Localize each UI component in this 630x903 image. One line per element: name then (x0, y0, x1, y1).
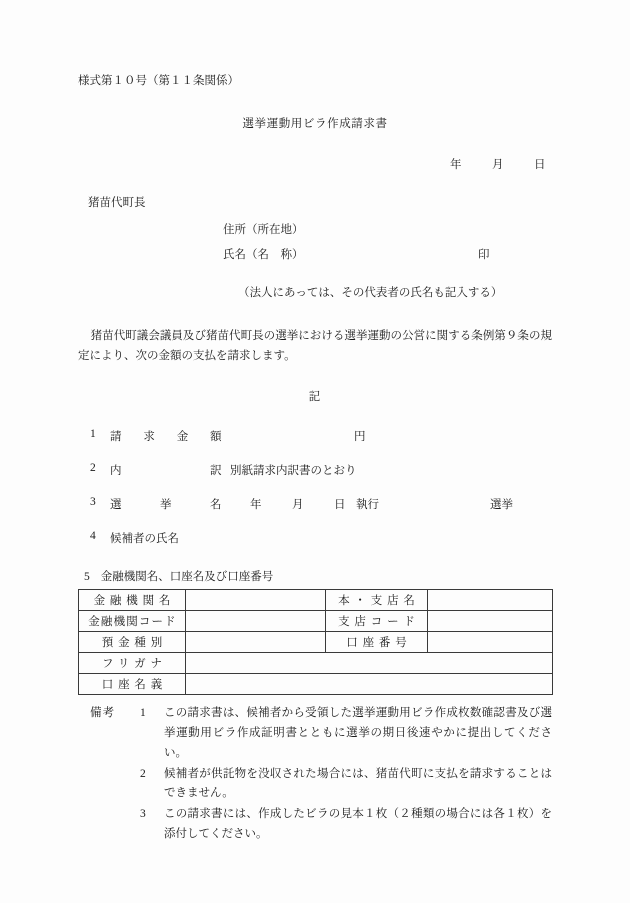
account-holder-label: 口座名義 (79, 674, 186, 695)
item-candidate-number: 4 (90, 530, 96, 543)
account-number-value[interactable] (428, 632, 553, 653)
deposit-type-label: 預金種別 (79, 632, 186, 653)
branch-code-label: 支店コード (326, 611, 428, 632)
branch-name-label: 本・支店名 (326, 590, 428, 611)
body-paragraph-text: 猪苗代町議会議員及び猪苗代町長の選挙における選挙運動の公営に関する条例第９条の規定により、次の金額の支払を請求します。 (78, 330, 552, 363)
name-field-row (78, 246, 552, 262)
note-item (78, 704, 552, 763)
item-election-execute: 執行 (356, 499, 379, 512)
table-row (79, 590, 553, 611)
bank-code-value[interactable] (186, 611, 326, 632)
seal-mark: 印 (478, 249, 490, 261)
table-row (79, 653, 553, 674)
addressee: 猪苗代町長 (88, 197, 146, 209)
note-text: この請求書には、作成したビラの見本１枚（２種類の場合には各１枚）を添付してください。 (164, 808, 552, 840)
section5-title-text: 金融機関名、口座名及び口座番号 (100, 571, 274, 584)
bank-code-label: 金融機関コード (79, 611, 186, 632)
address-label: 住所（所在地） (223, 224, 304, 236)
form-number: 様式第１０号（第１１条関係） (78, 75, 239, 87)
address-field-row (78, 221, 552, 237)
deposit-type-value[interactable] (186, 632, 326, 653)
item-breakdown (78, 462, 552, 478)
item-amount-number: 1 (90, 428, 96, 441)
account-number-label: 口座番号 (326, 632, 428, 653)
bank-name-value[interactable] (186, 590, 326, 611)
item-amount (78, 428, 552, 444)
notes-section (78, 704, 552, 844)
item-amount-label: 請 求 金 額 (110, 431, 227, 444)
document-title: 選挙運動用ビラ作成請求書 (242, 118, 388, 130)
note-number: 1 (140, 707, 146, 720)
date-month-label: 月 (492, 159, 504, 171)
document-body (78, 72, 552, 846)
item-election-name (78, 496, 552, 512)
table-row (79, 611, 553, 632)
ki-mark: 記 (308, 391, 322, 404)
note-number: 2 (140, 767, 146, 780)
item-election-day: 日 (334, 499, 346, 512)
date-line (78, 156, 552, 172)
body-paragraph (78, 326, 552, 366)
account-holder-value[interactable] (186, 674, 553, 695)
section5-number: 5 (84, 571, 90, 584)
furigana-label: フリガナ (79, 653, 186, 674)
note-item (78, 805, 552, 845)
note-text: 候補者が供託物を没収された場合には、猪苗代町に支払を請求することはできません。 (164, 767, 552, 800)
item-breakdown-value: 別紙請求内訳書のとおり (230, 465, 357, 478)
item-amount-unit: 円 (354, 431, 366, 444)
note-text: この請求書は、候補者から受領した選挙運動用ビラ作成枚数確認書及び選挙運動用ビラ作成証明書とともに選挙の期日後速やかに提出してください。 (164, 707, 552, 759)
note-item (78, 765, 552, 805)
item-election-year: 年 (250, 499, 262, 512)
note-number: 3 (140, 808, 146, 821)
furigana-value[interactable] (186, 653, 553, 674)
item-breakdown-number: 2 (90, 462, 96, 475)
item-breakdown-label: 内 訳 (110, 465, 227, 478)
date-day-label: 日 (534, 159, 546, 171)
bank-account-table (78, 589, 553, 695)
bank-name-label: 金融機関名 (79, 590, 186, 611)
branch-name-value[interactable] (428, 590, 553, 611)
corporate-note: （法人にあっては、その代表者の氏名も記入する） (238, 287, 503, 299)
date-year-label: 年 (450, 159, 462, 171)
item-election-suffix: 選挙 (490, 499, 513, 512)
branch-code-value[interactable] (428, 611, 553, 632)
table-row (79, 632, 553, 653)
item-election-label: 選 挙 名 (110, 499, 227, 512)
table-row (79, 674, 553, 695)
item-candidate-label: 候補者の氏名 (110, 533, 179, 546)
name-label: 氏名（名 称） (223, 249, 304, 261)
item-election-number: 3 (90, 496, 96, 509)
item-election-month: 月 (292, 499, 304, 512)
item-candidate-name (78, 530, 552, 546)
notes-label: 備考 (90, 707, 116, 720)
section5-title (78, 568, 552, 584)
